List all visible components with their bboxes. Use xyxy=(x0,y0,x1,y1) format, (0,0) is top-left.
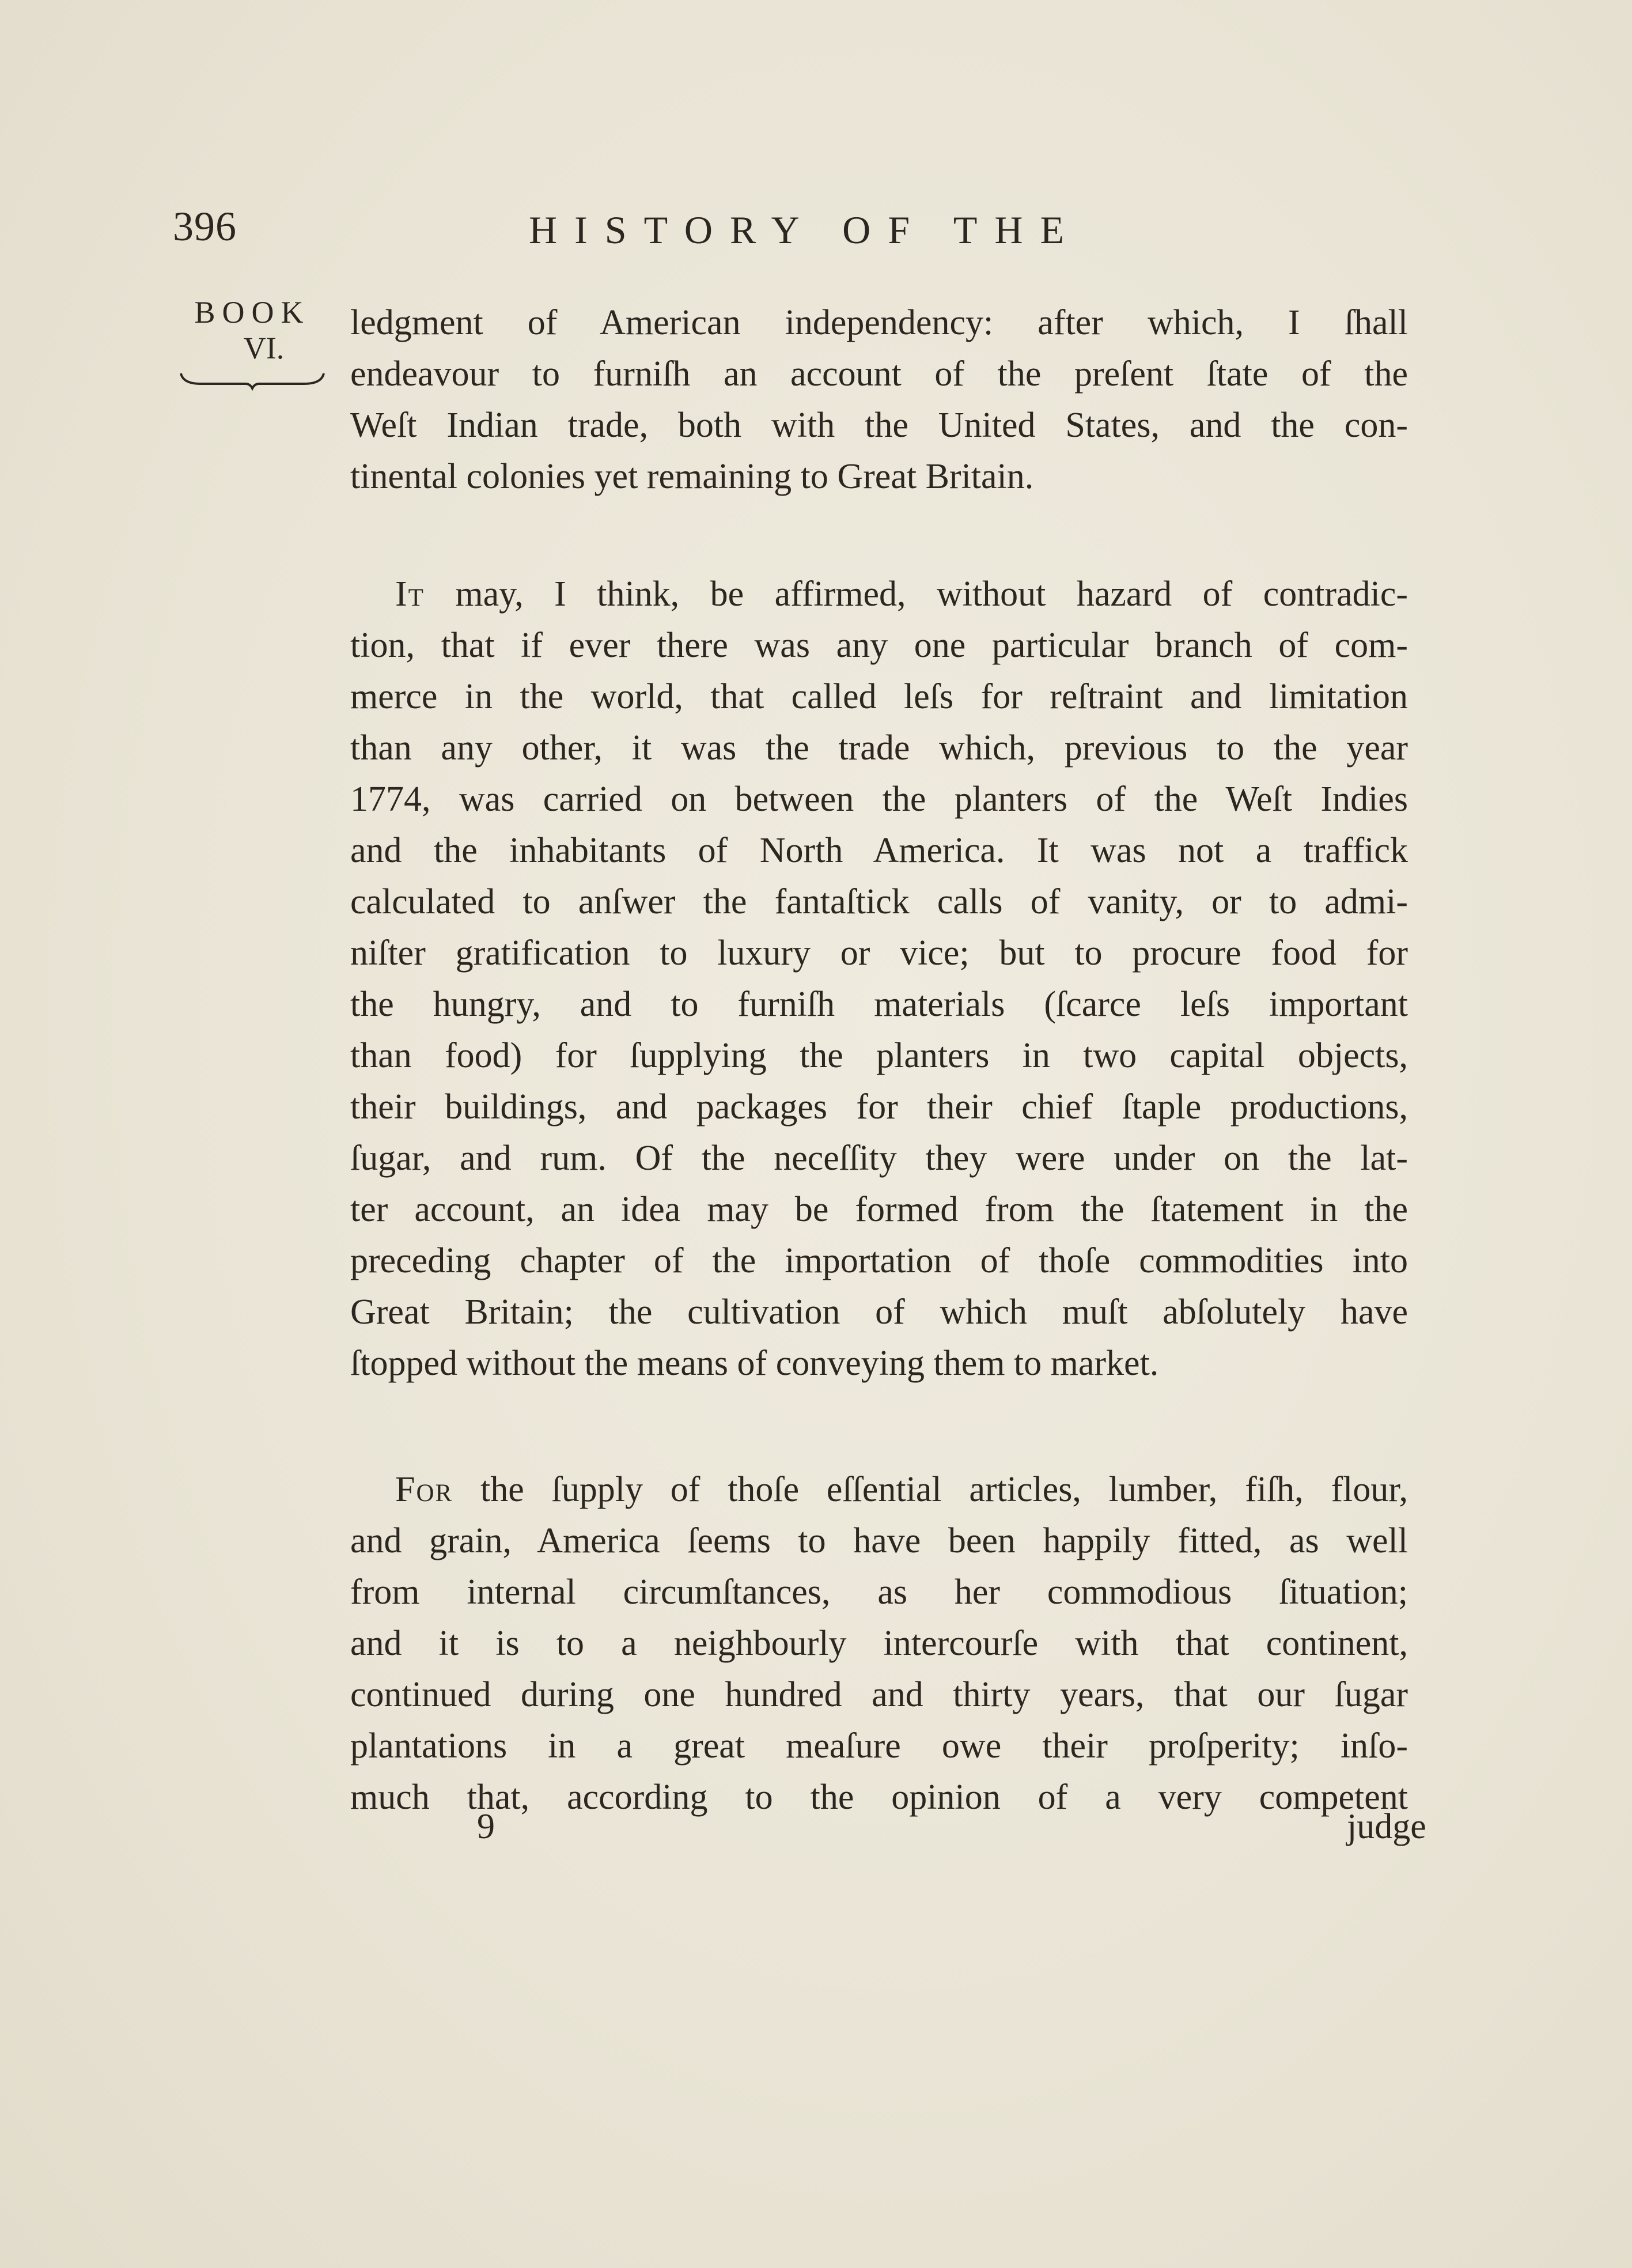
text-line: than any other, it was the trade which, previous to the year xyxy=(350,728,1408,768)
side-note-book: BOOK xyxy=(194,295,311,330)
text-line: than food) for ſupplying the planters in two capital objects, xyxy=(350,1036,1408,1075)
side-note-volume: VI. xyxy=(243,331,285,365)
brace-ornament-icon xyxy=(177,368,327,391)
paragraph-1 xyxy=(350,297,1408,502)
text-line: ſugar, and rum. Of the neceſſity they were under on the lat- xyxy=(350,1139,1408,1178)
text-line: continued during one hundred and thirty years, that our ſugar xyxy=(350,1675,1408,1714)
text-line: their buildings, and packages for their chief ſtaple productions, xyxy=(350,1087,1408,1127)
text-line: and grain, America ſeems to have been happily fitted, as well xyxy=(350,1521,1408,1560)
page-number: 396 xyxy=(173,203,237,250)
text-line: preceding chapter of the importation of thoſe commodities into xyxy=(350,1241,1408,1280)
paragraph-3 xyxy=(350,1464,1408,1823)
text-line xyxy=(350,1464,1408,1515)
paragraph-2 xyxy=(350,569,1408,1389)
text-line: merce in the world, that called leſs for reſtraint and limitation xyxy=(350,677,1408,716)
text-line xyxy=(350,569,1408,620)
paragraph-opening-word: For xyxy=(395,1470,453,1509)
text-line: calculated to anſwer the fantaſtick calls of vanity, or to admi- xyxy=(350,882,1408,921)
text-line: endeavour to furniſh an account of the preſent ſtate of the xyxy=(350,354,1408,394)
text-line: ledgment of American independency: after which, I ſhall xyxy=(350,303,1408,342)
text-line: tion, that if ever there was any one particular branch of com- xyxy=(350,626,1408,665)
text-line: and it is to a neighbourly intercourſe with that continent, xyxy=(350,1624,1408,1663)
text-line-rest: the ſupply of thoſe eſſential articles, lumber, fiſh, flour, xyxy=(453,1470,1408,1509)
text-line: plantations in a great meaſure owe their proſperity; inſo- xyxy=(350,1726,1408,1766)
text-line: ter account, an idea may be formed from the ſtatement in the xyxy=(350,1190,1408,1229)
text-line: and the inhabitants of North America. It was not a traffick xyxy=(350,831,1408,870)
running-head: HISTORY OF THE xyxy=(529,208,1082,252)
text-line: tinental colonies yet remaining to Great Britain. xyxy=(350,457,1034,496)
text-line: 1774, was carried on between the planters of the Weſt Indies xyxy=(350,780,1408,819)
text-line: the hungry, and to furniſh materials (ſcarce leſs important xyxy=(350,985,1408,1024)
text-line-rest: may, I think, be affirmed, without hazard of contradic- xyxy=(424,574,1408,614)
signature-mark: 9 xyxy=(477,1807,495,1846)
text-line: much that, according to the opinion of a very competent xyxy=(350,1778,1408,1817)
paragraph-opening-word: It xyxy=(395,574,425,614)
text-line: ſtopped without the means of conveying them to market. xyxy=(350,1344,1159,1383)
text-line: Weſt Indian trade, both with the United States, and the con- xyxy=(350,406,1408,445)
text-line: from internal circumſtances, as her commodious ſituation; xyxy=(350,1573,1408,1612)
side-note xyxy=(177,294,327,391)
catchword: judge xyxy=(1347,1807,1426,1846)
text-line: niſter gratification to luxury or vice; but to procure food for xyxy=(350,933,1408,973)
text-line: Great Britain; the cultivation of which muſt abſolutely have xyxy=(350,1292,1408,1332)
body-text xyxy=(350,297,1408,1823)
